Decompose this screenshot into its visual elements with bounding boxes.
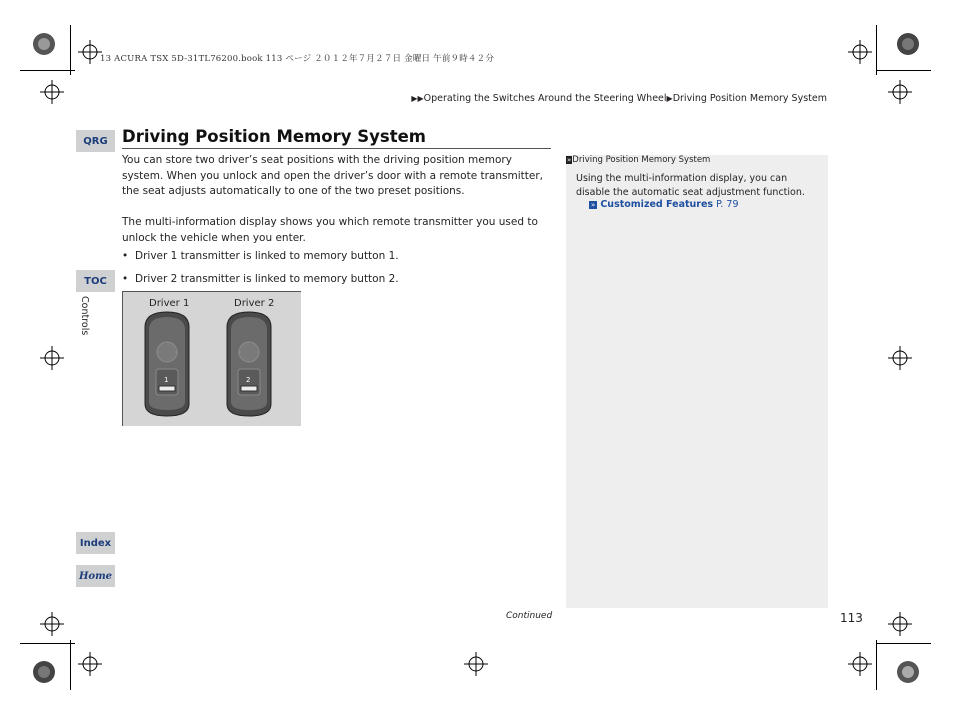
list-item-text: Driver 2 transmitter is linked to memory button 2. [135,273,399,285]
key-fob-1-icon [145,312,189,416]
breadcrumb-arrow-icon: ▶▶ [411,94,424,103]
breadcrumb [411,93,827,104]
list-item: • Driver 2 transmitter is linked to memory button 2. [122,273,399,285]
chapter-label: Controls [79,296,90,336]
registration-target-icon [888,612,912,636]
registration-target-icon [78,40,102,64]
link-arrow-icon: » [591,201,596,209]
toc-tab[interactable]: TOC [76,270,115,292]
driver-2-label: Driver 2 [234,298,275,309]
registration-target-icon [888,80,912,104]
qrg-tab[interactable]: QRG [76,130,115,152]
color-target-icon [897,661,919,683]
driver-1-label: Driver 1 [149,298,190,309]
registration-target-icon [78,652,102,676]
key-fob-figure [122,291,301,426]
list-item: • Driver 1 transmitter is linked to memory button 1. [122,250,399,262]
breadcrumb-page: Driving Position Memory System [672,93,827,104]
sidebar-heading [566,155,710,165]
double-arrow-icon: » [567,156,572,164]
color-target-icon [897,33,919,55]
breadcrumb-separator-icon: ▶ [666,94,673,103]
link-label[interactable]: Customized Features [600,199,714,210]
home-tab[interactable]: Home [76,565,115,587]
page-number: 113 [840,611,863,625]
link-page[interactable]: P. 79 [716,199,739,210]
body-paragraph-2: The multi-information display shows you which remote transmitter you used to unlock the vehicle when you enter. [122,216,538,244]
registration-target-icon [848,40,872,64]
color-target-icon [33,33,55,55]
key-2-number: 2 [246,376,251,384]
key-1-number: 1 [164,376,169,384]
registration-target-icon [848,652,872,676]
continued-note: Continued [506,611,553,621]
registration-target-icon [40,80,64,104]
registration-target-icon [464,652,488,676]
color-target-icon [33,661,55,683]
customized-features-link[interactable] [589,199,739,210]
breadcrumb-section[interactable]: Operating the Switches Around the Steering Wheel [423,93,667,104]
page-title: Driving Position Memory System [122,127,426,146]
registration-target-icon [888,346,912,370]
registration-target-icon [40,346,64,370]
list-item-text: Driver 1 transmitter is linked to memory button 1. [135,250,399,262]
registration-target-icon [40,612,64,636]
sidebar-text: Using the multi-information display, you can disable the automatic seat adjustment function. [576,173,805,198]
index-tab[interactable]: Index [76,532,115,554]
body-paragraph-1: You can store two driver’s seat positions with the driving position memory system. When you unlock and open the driver’s door with a remote transmitter, the seat adjusts automatically to one of the two preset positions. [122,154,543,197]
title-divider [122,148,551,149]
key-fob-2-icon [227,312,271,416]
print-info-line: 13 ACURA TSX 5D-31TL76200.book 113 ページ ２０１２年７月２７日 金曜日 午前９時４２分 [100,54,495,64]
sidebar-heading-text: Driving Position Memory System [572,155,711,165]
sidebar-panel [566,155,828,608]
key-fob-drawing [123,292,301,426]
